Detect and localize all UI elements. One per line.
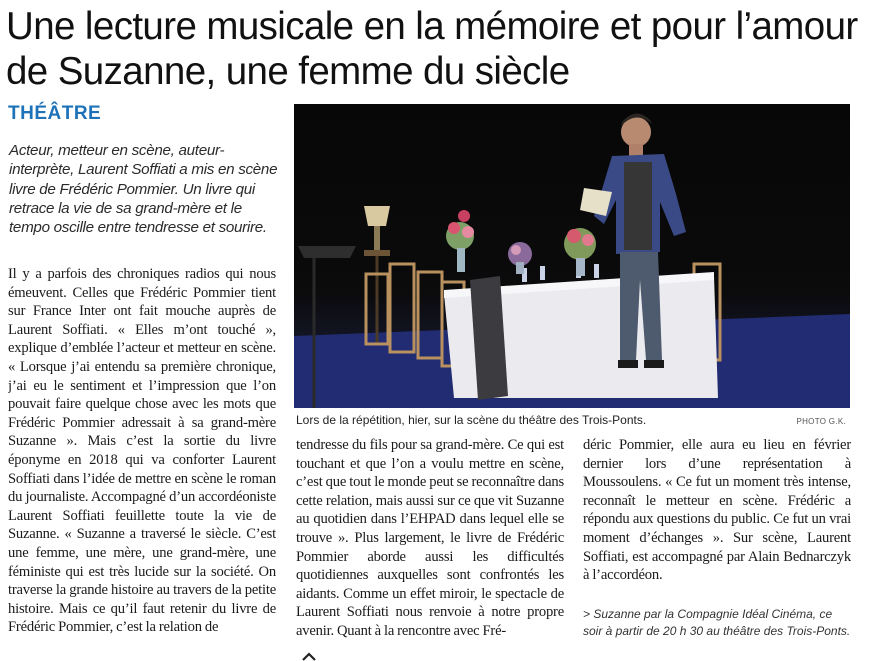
practical-info: > Suzanne par la Compagnie Idéal Cinéma, ce soir à partir de 20 h 30 au théâtre des Trois-Ponts. xyxy=(583,607,851,638)
photo-credit: PHOTO G.K. xyxy=(796,417,846,426)
flower-bouquets xyxy=(446,210,596,276)
headline: Une lecture musicale en la mémoire et pour l’amour de Suzanne, une femme du siècle xyxy=(6,5,858,93)
table-lamp xyxy=(364,206,390,226)
article-lead: Acteur, metteur en scène, auteur-interprète, Laurent Soffiati a mis en scène livre de Frédéric Pommier. Un livre qui retrace la vie de sa grand-mère et le tempo oscille entre tendresse et sourire. xyxy=(9,142,278,237)
body-column-2: tendresse du fils pour sa grand-mère. Ce qui est touchant et que l’on a voulu mettre en scène, c’est que tout le monde peut se reconnaître dans cette relation, mais aussi sur ce que vit Suzanne au quotidien dans l’EHPAD dans lequel elle se trouve ». Plus largement, le livre de Frédéric Pommier aborde aussi les difficultés quotidiennes auxquelles sont confrontés les aidants. Comme un effet miroir, le spectacle de Laurent Soffiati nous renvoie à notre propre avenir. Quant à la rencontre avec Fré- xyxy=(296,437,564,639)
chevron-up-icon[interactable] xyxy=(301,652,317,661)
section-rubric: THÉÂTRE xyxy=(8,103,102,124)
article-photo xyxy=(294,104,850,408)
body-column-3: déric Pommier, elle aura eu lieu en février dernier lors d’une représentation à Moussoulens. « Ce fut un moment très intense, reconnaît le metteur en scène. Frédéric a répondu aux questions du public. Ce fut un vrai moment d’échanges ». Sur scène, Laurent Soffiati, est accompagné par Alain Bednarczyk à l’accordéon. xyxy=(583,437,851,584)
stage-scene-illustration xyxy=(294,104,850,408)
photo-caption: Lors de la répétition, hier, sur la scène du théâtre des Trois-Ponts. xyxy=(296,413,647,427)
body-column-1: Il y a parfois des chroniques radios qui nous émeuvent. Celles que Frédéric Pommier tient sur France Inter ont fait mouche auprès de Laurent Soffiati. « Elles m’ont touché », explique d’emblée l’acteur et metteur en scène. « Lorsque j’ai entendu sa première chronique, j’ai eu le sentiment et l’impression que l’on pouvait faire quelque chose avec les mots que Frédéric Pommier adressait à sa grand-mère Suzanne ». Mais c’est la sortie du livre éponyme en 2018 qui va conforter Laurent Soffiati dans l’idée de mettre en scène le roman du journaliste. Accompagné d’un accordéoniste Laurent Soffiati feuillette toute la vie de Suzanne. « Suzanne a traversé le siècle. C’est une femme, une mère, une grand-mère, une féministe qui est très lucide sur la société. On traverse la grande histoire au travers de la petite histoire. Mais ce qu’il faut retenir du livre de Frédéric Pommier, c’est la relation de xyxy=(8,266,276,636)
